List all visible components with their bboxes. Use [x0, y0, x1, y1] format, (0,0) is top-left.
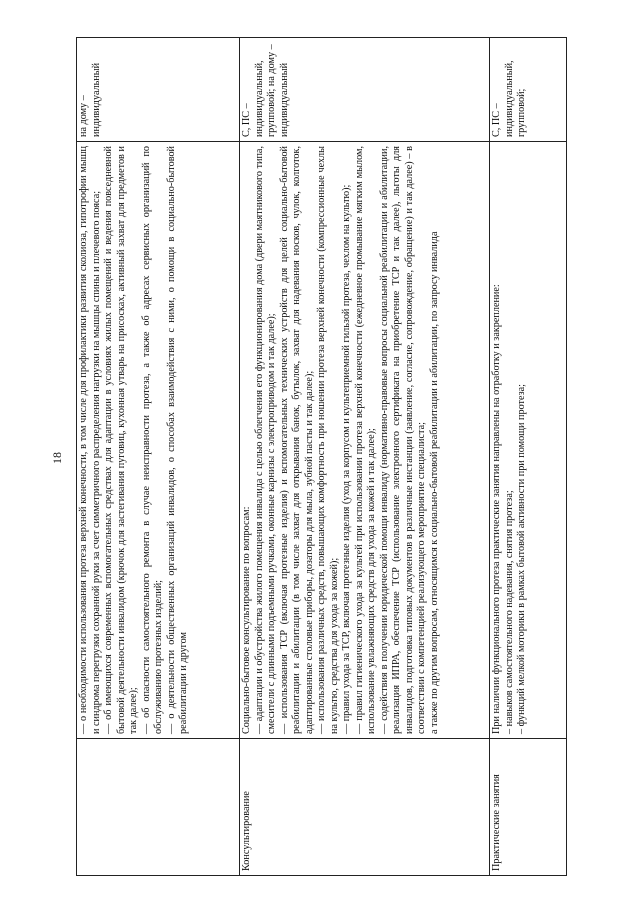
page-number: 18	[50, 452, 64, 464]
content-line: — правил ухода за ТСР, включая протезные изделия (уход за корпусом и культеприемной гильзой протеза, чехлом на культю);	[341, 184, 352, 734]
content-line: Социально-бытовое консультирование по вопросам:	[241, 506, 252, 734]
row-label-cell: Консультирование	[240, 739, 490, 876]
row-content-cell	[490, 142, 567, 739]
content-line: – навыков самостоятельного надевания, снятия протеза;	[503, 490, 515, 734]
content-line: а также по другим вопросам, относящимся к социально-бытовой реабилитации и абилитации, по запросу инвалида	[428, 231, 440, 734]
row-content-cell	[77, 142, 240, 739]
services-table	[76, 37, 567, 876]
row-form-cell: С, ПС – индивидуальный, групповой; на дому – индивидуальный	[240, 38, 490, 142]
content-line: — об имеющихся современных вспомогательных средствах для адаптации в условиях жилых помещений и ведения повседневной бытовой деятельности инвалидом (крючок для застегивания пуговиц, кухонная утварь на присосках, активный захват для предметов и так далее);	[103, 146, 139, 734]
table-row	[240, 38, 490, 876]
rotated-table-wrapper	[76, 38, 566, 876]
row-form-cell: С, ПС – индивидуальный, групповой;	[490, 38, 567, 142]
content-line: – функций мелкой моторики в рамках бытовой активности при помощи протеза;	[516, 383, 527, 734]
content-line: — о деятельности общественных организаций инвалидов, о способах взаимодействия с ними, о помощи в социально-бытовой реабилитации и другом	[165, 146, 189, 734]
row-form-cell: на дому – индивидуальный	[77, 38, 240, 142]
content-line: — использования ТСР (включая протезные изделия) и вспомогательных технических устройств для целей социально-бытовой реабилитации и абилитации (в том числе захват для открывания банок, бутылок, захват для надевания носков, чулок, колготок, адаптированные столовые приборы, дозаторы для мыла, зубной пасты и так далее);	[278, 146, 315, 734]
row-content-cell	[240, 142, 490, 739]
content-line: — использования различных средств, повышающих комфортность при ношении протеза верхней конечности (компрессионные чехлы на культю, средства для ухода за кожей);	[316, 146, 340, 734]
content-line: При наличии функционального протеза практические занятия направлены на отработку и закрепление:	[491, 284, 502, 734]
content-line: — правил гигиенического ухода за культей при использовании протеза верхней конечности (ежедневное промывание мягким мылом, использование увлажняющих средств для ухода за кожей и так далее);	[353, 146, 377, 734]
content-line: — содействия в получении юридической помощи инвалиду (нормативно-правовые вопросы социальной реабилитации и абилитации, реализация ИПРА, обеспечение ТСР (использование электронного сертификата на приобретение ТСР и так далее), льготы для инвалидов, подготовка типовых документов в различные инстанции (заявление, согласие, сопровождение, обращение) и так далее) – в соответствии с компетенцией реализующего мероприятие специалиста;	[378, 146, 427, 734]
table-row	[77, 38, 240, 876]
row-label-cell: Практические занятия	[490, 739, 567, 876]
row-label-cell	[77, 739, 240, 876]
content-line: — адаптации и обустройства жилого помещения инвалида с целью облегчения его функционирования дома (двери маятникового типа, смесители с длинными подъемными ручками, оконные карнизы с электроприводом и так далее);	[253, 146, 277, 734]
content-line: — об опасности самостоятельного ремонта в случае неисправности протеза, а также об адресах сервисных организаций по обслуживанию протезных изделий;	[140, 146, 164, 734]
table-row	[490, 38, 567, 876]
content-line: — о необходимости использования протеза верхней конечности, в том числе для профилактики развития сколиоза, гипотрофии мышц и синдрома перегрузки сохранной руки за счет симметричного распределения нагрузки на мышцы спины и плечевого пояса;	[78, 146, 102, 734]
